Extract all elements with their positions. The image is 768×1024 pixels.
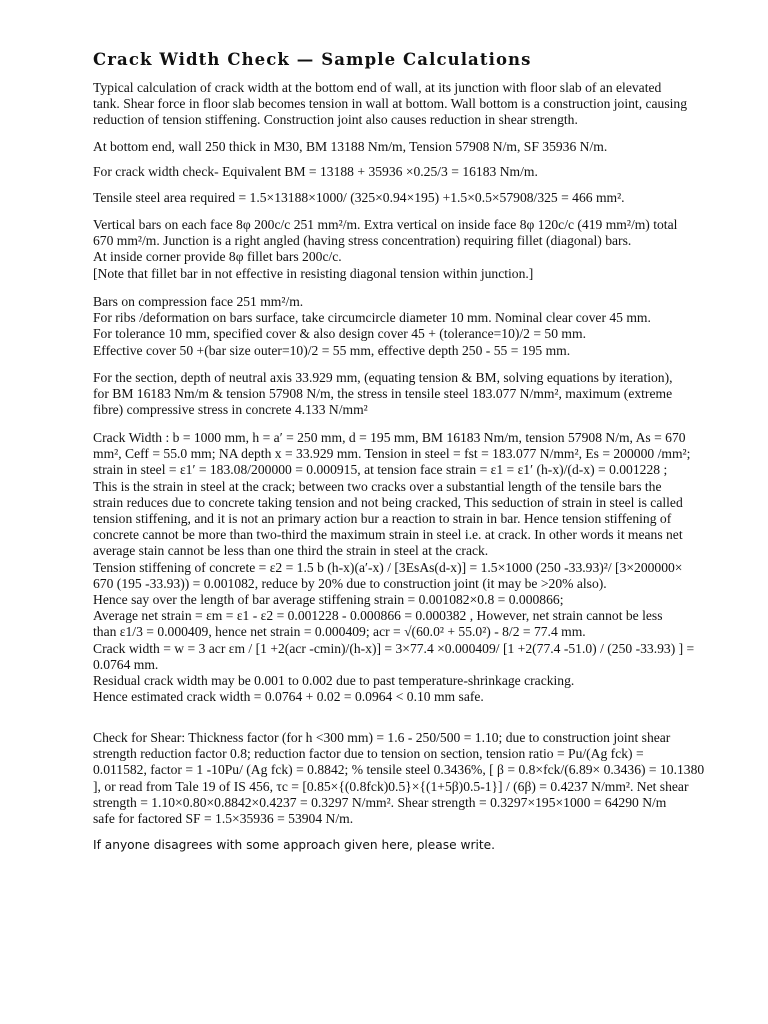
text-line: than ε1/3 = 0.000409, hence net strain = 0.000409; acr = √(60.0² + 55.0²) - 8/2 = 77.4 mm. [93, 624, 586, 640]
text-line: At bottom end, wall 250 thick in M30, BM 13188 Nm/m, Tension 57908 N/m, SF 35936 N/m. [93, 139, 608, 154]
text-line: fibre) compressive stress in concrete 4.133 N/mm² [93, 402, 368, 418]
text-line: concrete cannot be more than two-third the maximum strain in steel i.e. at crack. In other words it means net [93, 527, 683, 543]
text-line: Tension stiffening of concrete = ε2 = 1.5 b (h-x)(a′-x) / [3EsAs(d-x)] = 1.5×1000 (250 -33.93)²/ [3×200000× [93, 559, 683, 575]
text-line: Bars on compression face 251 mm²/m. [93, 294, 304, 309]
paragraph-6 [93, 294, 721, 359]
paragraph-7 [93, 370, 721, 419]
text-line: Effective cover 50 +(bar size outer=10)/2 = 55 mm, effective depth 250 - 55 = 195 mm. [93, 342, 571, 358]
text-line: tank. Shear force in floor slab becomes tension in wall at bottom. Wall bottom is a construction joint, causing [93, 96, 688, 112]
paragraph-9 [93, 730, 721, 827]
text-line: Average net strain = εm = ε1 - ε2 = 0.001228 - 0.000866 = 0.000382 , However, net strain cannot be less [93, 608, 663, 624]
paragraph-2 [93, 139, 721, 155]
text-line: Crack width = w = 3 acr εm / [1 +2(acr -cmin)/(h-x)] = 3×77.4 ×0.000409/ [1 +2(77.4 -51.0) / (250 -33.93) ] = [93, 640, 695, 656]
text-line: For tolerance 10 mm, specified cover & also design cover 45 + (tolerance=10)/2 = 50 mm. [93, 326, 586, 342]
text-line: For the section, depth of neutral axis 33.929 mm, (equating tension & BM, solving equations by iteration), [93, 370, 673, 385]
text-line: average stain cannot be less than one third the strain in steel at the crack. [93, 543, 489, 559]
text-line: Vertical bars on each face 8φ 200c/c 251 mm²/m. Extra vertical on inside face 8φ 120c/c (419 mm²/m) total [93, 217, 678, 232]
text-line: Residual crack width may be 0.001 to 0.002 due to past temperature-shrinkage cracking. [93, 673, 575, 689]
text-line: For crack width check- Equivalent BM = 13188 + 35936 ×0.25/3 = 16183 Nm/m. [93, 164, 538, 179]
text-line: At inside corner provide 8φ fillet bars 200c/c. [93, 249, 342, 265]
text-line: mm², Ceff = 55.0 mm; NA depth x = 33.929 mm. Tension in steel = fst = 183.077 N/mm², Es = 200000 /mm²; [93, 446, 691, 462]
text-line: strength = 1.10×0.80×0.8842×0.4237 = 0.3297 N/mm². Shear strength = 0.3297×195×1000 = 64290 N/m [93, 794, 667, 810]
text-line: tension stiffening, and it is not an primary action bur a reaction to strain in bar. Hence tension stiffening of [93, 511, 672, 527]
text-line: Typical calculation of crack width at the bottom end of wall, at its junction with floor slab of an elevated [93, 80, 662, 95]
text-line: ], or read from Tale 19 of IS 456, τc = [0.85×{(0.8fck)0.5}×{(1+5β)0.5-1}] / (6β) = 0.4237 N/mm². Net shear [93, 778, 689, 794]
text-line: safe for factored SF = 1.5×35936 = 53904 N/m. [93, 811, 354, 827]
paragraph-3 [93, 164, 721, 180]
text-line: Tensile steel area required = 1.5×13188×1000/ (325×0.94×195) +1.5×0.5×57908/325 = 466 mm². [93, 190, 625, 205]
text-line: reduction of tension stiffening. Construction joint also causes reduction in shear strength. [93, 112, 578, 128]
page-title: Crack Width Check — Sample Calculations [93, 50, 532, 69]
paragraph-5 [93, 217, 721, 282]
text-line: [Note that fillet bar in not effective in resisting diagonal tension within junction.] [93, 265, 534, 281]
text-line: For ribs /deformation on bars surface, take circumcircle diameter 10 mm. Nominal clear cover 45 mm. [93, 310, 651, 326]
text-line: 0.0764 mm. [93, 656, 159, 672]
text-line: Hence say over the length of bar average stiffening strain = 0.001082×0.8 = 0.000866; [93, 592, 564, 608]
text-line: strain in steel = ε1′ = 183.08/200000 = 0.000915, at tension face strain = ε1 = ε1′ (h-x)/(d-x) = 0.001228 ; [93, 462, 668, 478]
paragraph-8 [93, 430, 721, 705]
text-line: Check for Shear: Thickness factor (for h <300 mm) = 1.6 - 250/500 = 1.10; due to construction joint shear [93, 730, 671, 745]
text-line: 0.011582, factor = 1 -10Pu/ (Ag fck) = 0.8842; % tensile steel 0.3436%, [ β = 0.8×fck/(6.89× 0.3436) = 10.1380 [93, 762, 705, 778]
paragraph-4 [93, 190, 721, 206]
text-line: Crack Width : b = 1000 mm, h = a′ = 250 mm, d = 195 mm, BM 16183 Nm/m, tension 57908 N/m, As = 670 [93, 430, 686, 445]
text-line: strain reduces due to concrete taking tension and not being cracked, This seduction of strain in steel is called [93, 494, 683, 510]
closing-note: If anyone disagrees with some approach given here, please write. [93, 838, 496, 852]
text-line: 670 mm²/m. Junction is a right angled (having stress concentration) requiring fillet (diagonal) bars. [93, 233, 632, 249]
paragraph-1 [93, 80, 721, 129]
text-line: Hence estimated crack width = 0.0764 + 0.02 = 0.0964 < 0.10 mm safe. [93, 689, 484, 705]
text-line: This is the strain in steel at the crack; between two cracks over a substantial length of the tensile bars the [93, 478, 662, 494]
text-line: strength reduction factor 0.8; reduction factor due to tension on section, tension ratio = Pu/(Ag fck) = [93, 746, 644, 762]
text-line: 670 (195 -33.93)) = 0.001082, reduce by 20% due to construction joint (it may be >20% also). [93, 575, 607, 591]
text-line: for BM 16183 Nm/m & tension 57908 N/m, the stress in tensile steel 183.077 N/mm², maximum (extreme [93, 386, 673, 402]
